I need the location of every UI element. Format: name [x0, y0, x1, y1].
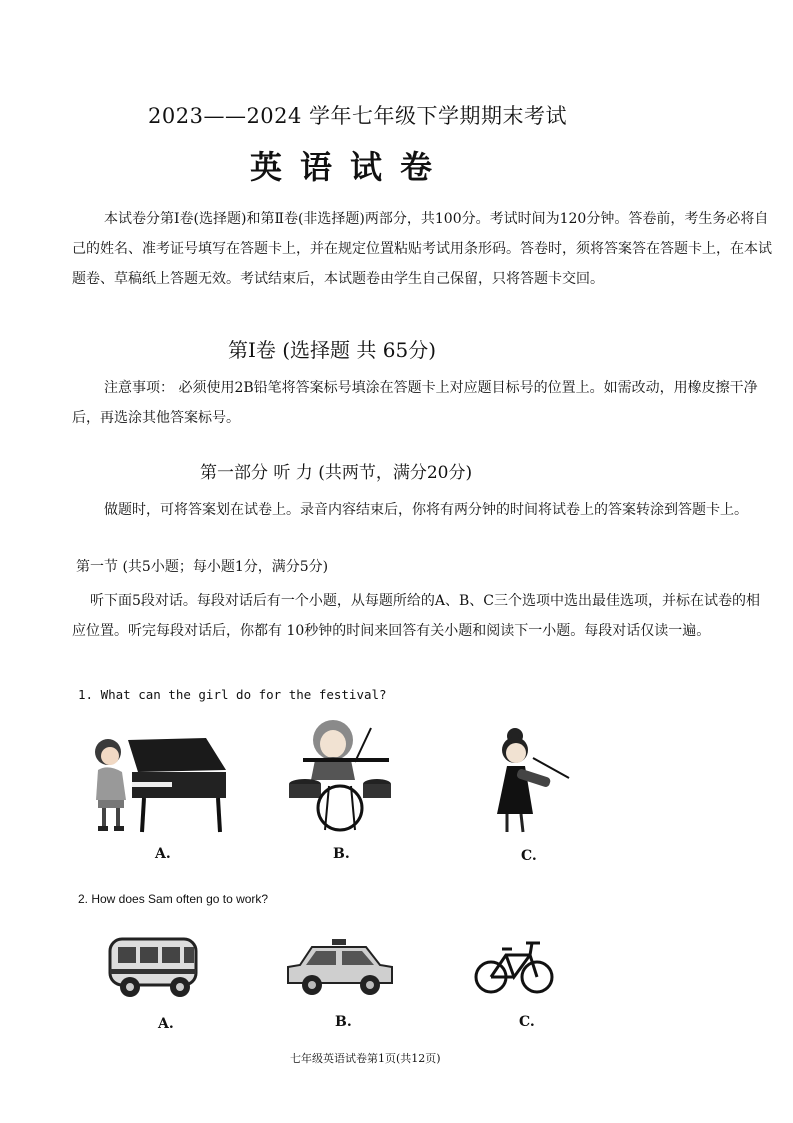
section-label: 第一节 (共5小题；每小题1分，满分5分)	[76, 559, 329, 575]
q1-option-c-label: C.	[521, 848, 537, 864]
intro-paragraph: 本试卷分第Ⅰ卷(选择题)和第Ⅱ卷(非选择题)两部分，共100分。考试时间为120分钟。答卷前，考生务必将自己的姓名、准考证号填写在答题卡上，并在规定位置粘贴考试用条形码。答卷时，须将答案答在答题卡上，在本试题卷、草稿纸上答题无效。考试结束后，本试题卷由学生自己保留，只将答题卡交回。	[72, 211, 772, 287]
q2-option-a-label: A.	[158, 1016, 174, 1032]
section1-title: 第Ⅰ卷 (选择题 共 65分)	[228, 338, 437, 362]
drums-girl-icon	[285, 718, 395, 833]
bus-icon	[106, 935, 202, 1001]
question-2-text: 2. How does Sam often go to work?	[78, 892, 269, 906]
directions-paragraph: 听下面5段对话。每段对话后有一个小题，从每题所给的A、B、C三个选项中选出最佳选项，并标在试卷的相应位置。听完每段对话后，你都有 10秒钟的时间来回答有关小题和阅读下一小题。每段对话仅读一遍。	[72, 593, 761, 639]
subject-title: 英语试卷	[250, 148, 451, 186]
taxi-icon	[284, 937, 396, 997]
listening-instructions: 做题时，可将答案划在试卷上。录音内容结束后，你将有两分钟的时间将试卷上的答案转涂到答题卡上。	[104, 502, 748, 518]
q1-option-b-label: B.	[333, 846, 350, 862]
part1-title: 第一部分 听 力 (共两节，满分20分)	[200, 463, 473, 483]
violin-girl-icon	[485, 722, 575, 837]
exam-title: 2023——2024 学年七年级下学期期末考试	[148, 104, 568, 128]
q2-option-b-label: B.	[335, 1014, 352, 1030]
piano-girl-icon	[88, 730, 230, 835]
page-footer: 七年级英语试卷第1页(共12页)	[290, 1052, 441, 1065]
bicycle-icon	[474, 937, 554, 997]
notice-paragraph: 注意事项： 必须使用2B铅笔将答案标号填涂在答题卡上对应题目标号的位置上。如需改动，用橡皮擦干净后，再选涂其他答案标号。	[72, 380, 758, 426]
question-1-text: 1. What can the girl do for the festival?	[78, 687, 387, 702]
q2-option-c-label: C.	[519, 1014, 535, 1030]
q1-option-a-label: A.	[155, 846, 171, 862]
